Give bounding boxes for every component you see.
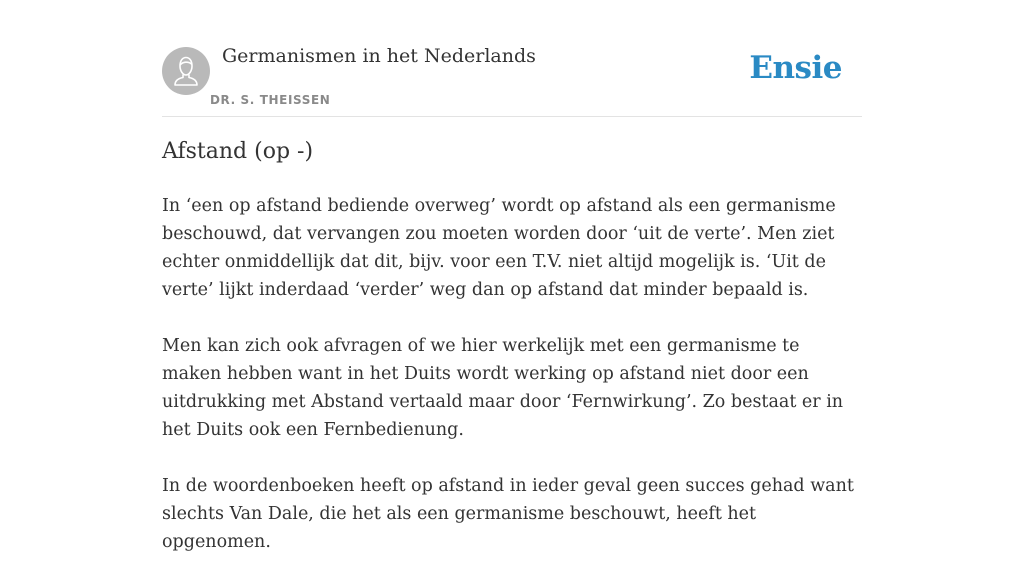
article-body	[162, 192, 862, 584]
header	[162, 0, 862, 117]
author-avatar[interactable]	[162, 47, 210, 95]
article-paragraph: In de woordenboeken heeft op afstand in ieder geval geen succes gehad want slechts Van Dale, die het als een germanisme beschouwt, heeft het opgenomen.	[162, 476, 854, 552]
author-name[interactable]: DR. S. THEISSEN	[210, 93, 331, 107]
book-title[interactable]: Germanismen in het Nederlands	[222, 45, 536, 67]
entry-title: Afstand (op -)	[162, 139, 314, 164]
ensie-logo[interactable]: Ensie	[749, 50, 842, 86]
article-paragraph: In ‘een op afstand bediende overweg’ wordt op afstand als een germanisme beschouwd, dat vervangen zou moeten worden door ‘uit de verte’. Men ziet echter onmiddellijk dat dit, bijv. voor een T.V. niet altijd mogelijk is. ‘Uit de verte’ lijkt inderdaad ‘verder’ weg dan op afstand dat minder bepaald is.	[162, 196, 836, 300]
page	[162, 0, 862, 552]
article-paragraph: Men kan zich ook afvragen of we hier werkelijk met een germanisme te maken hebben want in het Duits wordt werking op afstand niet door een uitdrukking met Abstand vertaald maar door ‘Fernwirkung’. Zo bestaat er in het Duits ook een Fernbedienung.	[162, 336, 844, 440]
user-silhouette-icon	[162, 47, 210, 95]
